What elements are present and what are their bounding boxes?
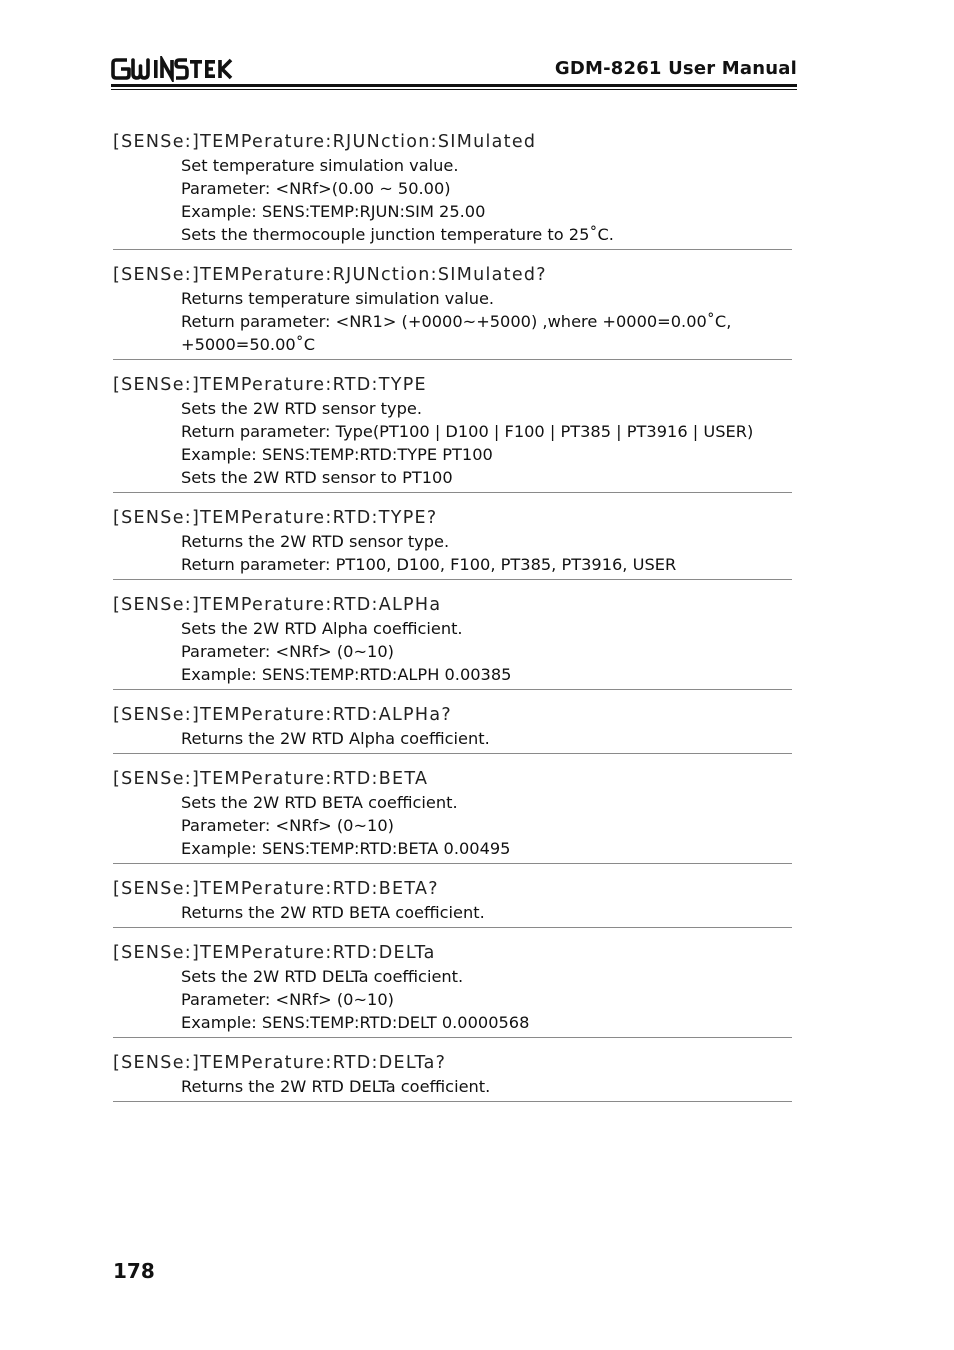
header-rule-thick <box>111 84 797 87</box>
command-syntax: [SENSe:]TEMPerature:RTD:ALPHa? <box>113 705 452 725</box>
command-parameter: Parameter: <NRf>(0.00 ~ 50.00) <box>181 179 451 198</box>
command-entry <box>113 877 792 928</box>
command-description: Sets the 2W RTD Alpha coefficient. <box>181 619 463 638</box>
command-entry <box>113 506 792 580</box>
command-syntax: [SENSe:]TEMPerature:RTD:TYPE <box>113 375 427 395</box>
command-description: Sets the 2W RTD BETA coefficient. <box>181 793 458 812</box>
command-parameter: Parameter: <NRf> (0~10) <box>181 816 394 835</box>
command-parameter: Parameter: <NRf> (0~10) <box>181 642 394 661</box>
command-description: Returns the 2W RTD BETA coefficient. <box>181 903 485 922</box>
gw-instek-logo <box>111 56 235 82</box>
command-syntax: [SENSe:]TEMPerature:RJUNction:SIMulated <box>113 132 537 152</box>
command-entry <box>113 941 792 1038</box>
command-syntax: [SENSe:]TEMPerature:RTD:BETA <box>113 769 429 789</box>
command-syntax: [SENSe:]TEMPerature:RTD:DELTa? <box>113 1053 447 1073</box>
command-entry <box>113 593 792 690</box>
command-syntax: [SENSe:]TEMPerature:RJUNction:SIMulated? <box>113 265 547 285</box>
command-example: Example: SENS:TEMP:RTD:ALPH 0.00385 <box>181 665 512 684</box>
command-entry <box>113 373 792 493</box>
command-description: Sets the 2W RTD sensor type. <box>181 399 422 418</box>
page-header <box>111 54 797 88</box>
page-number: 178 <box>113 1259 155 1283</box>
command-description: Returns the 2W RTD sensor type. <box>181 532 450 551</box>
command-description: Returns temperature simulation value. <box>181 289 495 308</box>
command-syntax: [SENSe:]TEMPerature:RTD:ALPHa <box>113 595 442 615</box>
command-entry <box>113 263 792 360</box>
command-example-note: Sets the 2W RTD sensor to PT100 <box>181 468 453 487</box>
manual-title: GDM-8261 User Manual <box>554 58 797 79</box>
command-entry <box>113 1051 792 1102</box>
header-rule-thin <box>111 89 797 90</box>
command-example-note: Sets the thermocouple junction temperature to 25˚C. <box>181 225 614 244</box>
command-entry <box>113 767 792 864</box>
command-parameter: Parameter: <NRf> (0~10) <box>181 990 394 1009</box>
command-return-parameter: Return parameter: Type(PT100 | D100 | F100 | PT385 | PT3916 | USER) <box>181 422 754 441</box>
command-entry <box>113 703 792 754</box>
command-description: Sets the 2W RTD DELTa coefficient. <box>181 967 464 986</box>
command-return-parameter-cont: +5000=50.00˚C <box>181 335 316 354</box>
command-example: Example: SENS:TEMP:RJUN:SIM 25.00 <box>181 202 486 221</box>
command-syntax: [SENSe:]TEMPerature:RTD:DELTa <box>113 943 436 963</box>
command-description: Returns the 2W RTD Alpha coefficient. <box>181 729 490 748</box>
command-description: Returns the 2W RTD DELTa coefficient. <box>181 1077 491 1096</box>
command-return-parameter: Return parameter: <NR1> (+0000~+5000) ,where +0000=0.00˚C, <box>181 312 732 331</box>
command-return-parameter: Return parameter: PT100, D100, F100, PT385, PT3916, USER <box>181 555 677 574</box>
command-example: Example: SENS:TEMP:RTD:DELT 0.0000568 <box>181 1013 530 1032</box>
command-list <box>113 130 792 1115</box>
command-example: Example: SENS:TEMP:RTD:BETA 0.00495 <box>181 839 511 858</box>
command-example: Example: SENS:TEMP:RTD:TYPE PT100 <box>181 445 493 464</box>
command-entry <box>113 130 792 250</box>
command-syntax: [SENSe:]TEMPerature:RTD:TYPE? <box>113 508 438 528</box>
command-description: Set temperature simulation value. <box>181 156 459 175</box>
command-syntax: [SENSe:]TEMPerature:RTD:BETA? <box>113 879 439 899</box>
